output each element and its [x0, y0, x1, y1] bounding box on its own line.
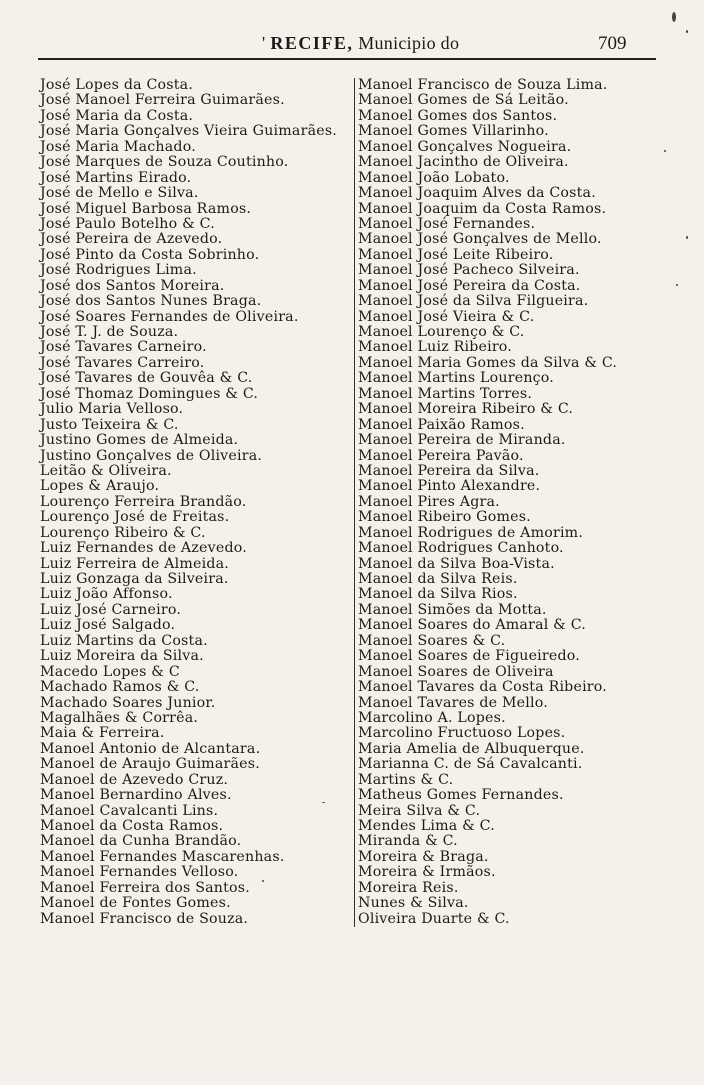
right-column-entry: Mendes Lima & C. [358, 818, 495, 834]
left-column-entry: José Maria Gonçalves Vieira Guimarães. [40, 123, 338, 140]
print-speck [676, 284, 678, 286]
left-column-entry: Justo Teixeira & C. [40, 416, 179, 433]
right-column-entry: Manoel Moreira Ribeiro & C. [358, 401, 574, 418]
right-column-entry: Manoel Pinto Alexandre. [358, 478, 541, 495]
right-column-entry: Manoel Maria Gomes da Silva & C. [358, 354, 618, 371]
right-column-entry: Manoel Francisco de Souza Lima. [358, 77, 608, 93]
print-speck [262, 880, 264, 882]
right-column-entry: Manoel Lourenço & C. [358, 324, 525, 340]
right-column-entry: Manoel Tavares de Mello. [358, 694, 548, 711]
left-column-entry: José T. J. de Souza. [40, 324, 179, 340]
header-section: Municipio do [358, 33, 460, 53]
left-column-entry: Manoel Francisco de Souza. [40, 910, 249, 927]
left-column-entry: Luiz Martins da Costa. [40, 632, 208, 649]
left-column-entry: Luiz Fernandes de Azevedo. [40, 540, 247, 557]
left-column-entry: José Manoel Ferreira Guimarães. [40, 92, 285, 109]
left-column-entry: José Marques de Souza Coutinho. [40, 154, 289, 171]
right-column-entry: Manoel Gomes dos Santos. [358, 107, 558, 124]
right-column [354, 78, 658, 927]
left-column-entry: José Miguel Barbosa Ramos. [40, 200, 252, 217]
left-column-entry: Manoel da Cunha Brandão. [40, 833, 242, 850]
right-column-entry: Manoel Pereira da Silva. [358, 462, 540, 479]
right-column-entry: Manoel Joaquim da Costa Ramos. [358, 200, 607, 217]
left-column-entry: Manoel Antonio de Alcantara. [40, 740, 261, 757]
left-column-entry: Manoel Cavalcanti Lins. [40, 802, 219, 819]
left-column-entry: José Paulo Botelho & C. [40, 215, 215, 232]
right-column-entry: Manoel Martins Torres. [358, 385, 533, 402]
left-column-entry: José Tavares de Gouvêa & C. [40, 370, 253, 387]
left-column-entry: José Soares Fernandes de Oliveira. [40, 308, 299, 325]
right-column-entry: Manoel João Lobato. [358, 169, 510, 186]
left-column-entry: Macedo Lopes & C [40, 663, 180, 680]
right-column-entry: Manoel Rodrigues de Amorim. [358, 524, 584, 541]
right-column-entry: Manoel Simões da Motta. [358, 601, 547, 618]
right-column-entry: Moreira & Braga. [358, 848, 489, 865]
left-column-entry: Luiz Ferreira de Almeida. [40, 555, 230, 572]
right-column-entry: Manoel Soares de Oliveira [358, 663, 554, 680]
left-column-entry: Lopes & Araujo. [40, 478, 160, 495]
left-column-entry: Lourenço José de Freitas. [40, 509, 230, 526]
left-column-entry: Machado Soares Junior. [40, 694, 216, 711]
left-column-entry: Luiz José Carneiro. [40, 601, 182, 618]
right-column-entry: Marcolino Fructuoso Lopes. [358, 725, 566, 742]
right-column-entry: Manoel Pires Agra. [358, 493, 500, 510]
left-column-entry: Justino Gonçalves de Oliveira. [40, 447, 263, 464]
right-column-entry: Manoel Gonçalves Nogueira. [358, 138, 572, 155]
print-speck [672, 12, 676, 22]
left-column-entry: Luiz Gonzaga da Silveira. [40, 571, 229, 587]
left-column-entry: Manoel Fernandes Mascarenhas. [40, 848, 285, 865]
left-column-entry: José Rodrigues Lima. [40, 262, 197, 279]
right-column-entry: Marianna C. de Sá Cavalcanti. [358, 756, 583, 773]
left-column [40, 78, 350, 927]
left-column-entry: José Thomaz Domingues & C. [40, 385, 259, 402]
right-column-entry: Manoel da Silva Reis. [358, 571, 518, 587]
left-column-entry: José dos Santos Nunes Braga. [40, 293, 262, 310]
left-column-entry: José Martins Eirado. [40, 169, 192, 186]
page-header [0, 28, 704, 58]
right-column-entry: Manoel José da Silva Filgueira. [358, 293, 589, 310]
right-column-entry: Manoel Joaquim Alves da Costa. [358, 185, 596, 202]
left-column-entry: Manoel da Costa Ramos. [40, 818, 224, 834]
print-speck [686, 236, 688, 239]
left-column-entry: Manoel de Fontes Gomes. [40, 895, 231, 912]
running-title [262, 33, 459, 54]
left-column-entry: José de Mello e Silva. [40, 185, 199, 202]
right-column-entry: Oliveira Duarte & C. [358, 910, 510, 927]
left-column-entry: Machado Ramos & C. [40, 679, 200, 696]
right-column-entry: Manoel José Gonçalves de Mello. [358, 231, 602, 248]
header-mark: ' [262, 33, 266, 53]
left-column-entry: José Maria Machado. [40, 138, 196, 155]
left-column-entry: Luiz Moreira da Silva. [40, 648, 204, 665]
left-column-entry: Luiz José Salgado. [40, 617, 176, 634]
right-column-entry: Manoel da Silva Rios. [358, 586, 518, 603]
right-column-entry: Manoel Pereira de Miranda. [358, 432, 566, 449]
left-column-entry: Manoel de Azevedo Cruz. [40, 771, 229, 788]
left-column-entry: José Maria da Costa. [40, 107, 194, 124]
left-column-entry: Manoel Bernardino Alves. [40, 787, 232, 804]
right-column-entry: Manoel Ribeiro Gomes. [358, 509, 531, 526]
right-column-entry: Manoel Paixão Ramos. [358, 416, 525, 433]
right-column-entry: Miranda & C. [358, 833, 458, 850]
left-column-entry: José Pereira de Azevedo. [40, 231, 223, 248]
left-column-entry: Justino Gomes de Almeida. [40, 432, 239, 449]
right-column-entry: Manoel Gomes de Sá Leitão. [358, 92, 569, 109]
left-column-entry: Manoel de Araujo Guimarães. [40, 756, 260, 773]
left-column-entry: Magalhães & Corrêa. [40, 709, 199, 726]
right-column-entry: Manoel José Leite Ribeiro. [358, 246, 554, 263]
right-column-entry: Manoel Soares & C. [358, 632, 506, 649]
right-column-entry: Marcolino A. Lopes. [358, 709, 506, 726]
left-column-entry: Manoel Fernandes Velloso. [40, 864, 239, 881]
left-column-entry: Maia & Ferreira. [40, 725, 165, 742]
right-column-entry: Manoel Gomes Villarinho. [358, 123, 549, 140]
print-speck [322, 802, 325, 803]
left-column-entry: Manoel Ferreira dos Santos. [40, 879, 250, 896]
right-column-entry: Manoel Soares do Amaral & C. [358, 617, 586, 634]
right-column-entry: Manoel Jacintho de Oliveira. [358, 154, 569, 171]
right-column-entry: Manoel Martins Lourenço. [358, 370, 555, 387]
right-column-entry: Maria Amelia de Albuquerque. [358, 740, 585, 757]
header-city: RECIFE, [270, 33, 354, 53]
right-column-entry: Matheus Gomes Fernandes. [358, 787, 564, 804]
print-speck [686, 30, 688, 33]
right-column-entry: Manoel Luiz Ribeiro. [358, 339, 513, 356]
right-column-entry: Manoel José Vieira & C. [358, 308, 535, 325]
right-column-entry: Manoel José Pacheco Silveira. [358, 262, 580, 279]
right-column-entry: Manoel José Fernandes. [358, 215, 536, 232]
left-column-entry: Lourenço Ferreira Brandão. [40, 493, 247, 510]
left-column-entry: Julio Maria Velloso. [40, 401, 184, 418]
right-column-entry: Manoel da Silva Boa-Vista. [358, 555, 555, 572]
left-column-entry: Leitão & Oliveira. [40, 462, 172, 479]
left-column-entry: José Pinto da Costa Sobrinho. [40, 246, 260, 263]
left-column-entry: José Tavares Carreiro. [40, 354, 205, 371]
page-number: 709 [598, 33, 627, 54]
left-column-entry: José Lopes da Costa. [40, 77, 194, 93]
right-column-entry: Meira Silva & C. [358, 802, 481, 819]
header-rule [38, 58, 656, 60]
right-column-entry: Manoel Soares de Figueiredo. [358, 648, 580, 665]
print-speck [664, 150, 666, 152]
right-column-entry: Manoel Pereira Pavão. [358, 447, 524, 464]
left-column-entry: Lourenço Ribeiro & C. [40, 524, 206, 541]
left-column-entry: José dos Santos Moreira. [40, 277, 225, 294]
left-column-entry: Luiz João Affonso. [40, 586, 173, 603]
right-column-entry: Moreira Reis. [358, 879, 459, 896]
left-column-entry: José Tavares Carneiro. [40, 339, 207, 356]
right-column-entry: Nunes & Silva. [358, 895, 469, 912]
right-column-entry: Manoel Rodrigues Canhoto. [358, 540, 564, 557]
right-column-entry: Martins & C. [358, 771, 454, 788]
right-column-entry: Manoel José Pereira da Costa. [358, 277, 581, 294]
right-column-entry: Manoel Tavares da Costa Ribeiro. [358, 679, 607, 696]
right-column-entry: Moreira & Irmãos. [358, 864, 496, 881]
